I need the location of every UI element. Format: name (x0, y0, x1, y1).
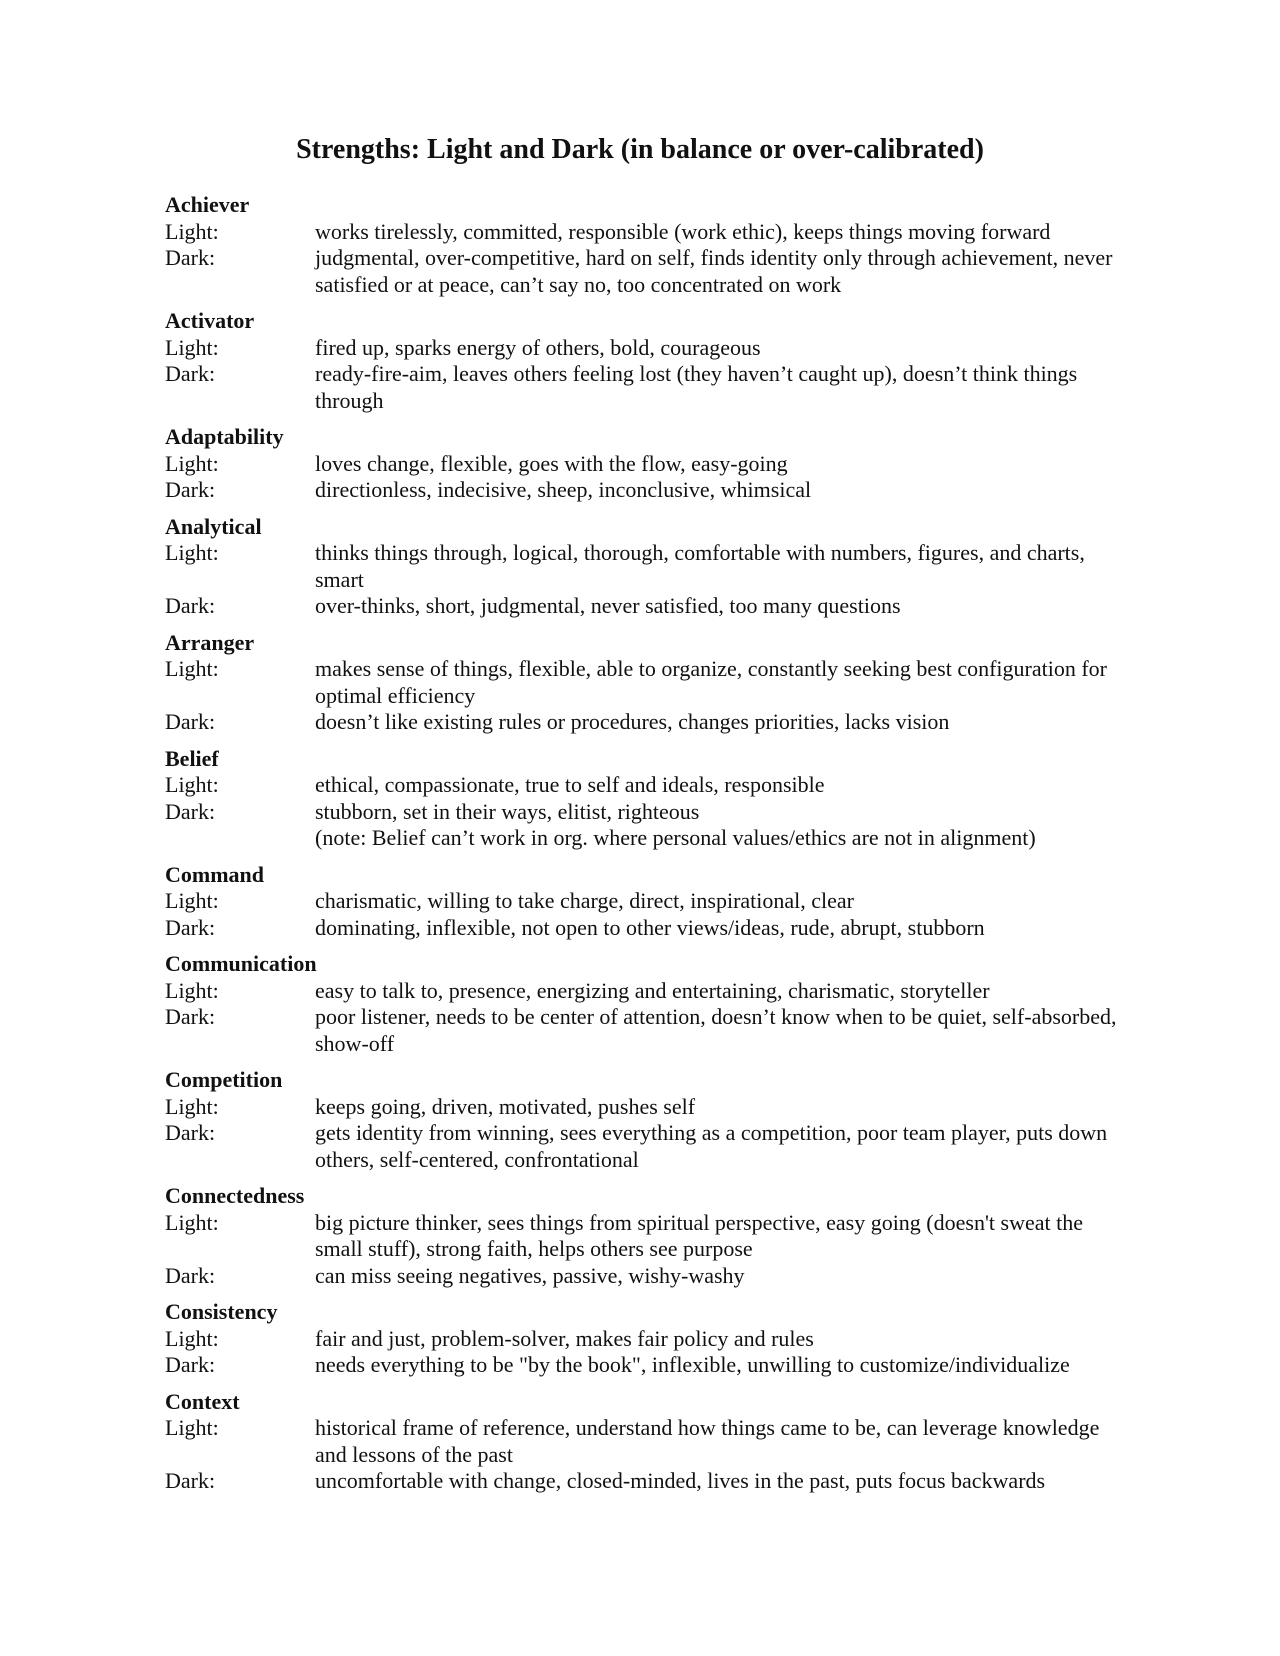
light-label: Light: (165, 977, 219, 1003)
light-label: Light: (165, 1093, 219, 1119)
dark-label: Dark: (165, 361, 216, 386)
section-context (165, 1389, 1125, 1495)
strengths-list (165, 192, 1125, 1505)
section-consistency (165, 1299, 1125, 1379)
section-heading: Activator (165, 308, 255, 333)
dark-row (165, 477, 1125, 504)
light-label: Light: (165, 888, 219, 913)
dark-label: Dark: (165, 1468, 216, 1493)
light-text: loves change, flexible, goes with the flow, easy-going (315, 450, 788, 476)
light-label: Light: (165, 218, 219, 244)
light-label: Light: (165, 334, 219, 360)
light-label: Light: (165, 772, 219, 797)
light-text: charismatic, willing to take charge, direct, inspirational, clear (315, 888, 854, 913)
page-title: Strengths: Light and Dark (in balance or over-calibrated) (296, 134, 984, 165)
light-row (165, 1415, 1125, 1468)
light-label: Light: (165, 1209, 219, 1235)
section-heading: Adaptability (165, 424, 284, 449)
dark-text: needs everything to be "by the book", inflexible, unwilling to customize/individualize (315, 1352, 1070, 1377)
light-row (165, 772, 1125, 799)
dark-row (165, 1263, 1125, 1290)
dark-text: gets identity from winning, sees everything as a competition, poor team player, puts down others, self-centered, confrontational (315, 1120, 1108, 1172)
dark-row (165, 1468, 1125, 1495)
dark-label: Dark: (165, 593, 216, 618)
dark-label: Dark: (165, 477, 216, 502)
dark-text: can miss seeing negatives, passive, wishy-washy (315, 1262, 745, 1288)
section-heading: Analytical (165, 513, 262, 539)
note-text: (note: Belief can’t work in org. where personal values/ethics are not in alignment) (315, 825, 1036, 850)
light-label: Light: (165, 1415, 219, 1440)
light-text: thinks things through, logical, thorough, comfortable with numbers, figures, and charts, smart (315, 540, 1085, 592)
dark-row (165, 361, 1125, 414)
light-row (165, 335, 1125, 362)
dark-label: Dark: (165, 1262, 216, 1288)
dark-text: doesn’t like existing rules or procedures, changes priorities, lacks vision (315, 709, 950, 734)
light-label: Light: (165, 656, 219, 681)
dark-row (165, 1004, 1125, 1057)
section-connectedness (165, 1183, 1125, 1289)
light-text: fired up, sparks energy of others, bold, courageous (315, 334, 761, 360)
light-row (165, 451, 1125, 478)
dark-label: Dark: (165, 709, 216, 734)
light-row (165, 978, 1125, 1005)
light-row (165, 540, 1125, 593)
note-row (165, 825, 1125, 852)
dark-label: Dark: (165, 1120, 216, 1145)
section-heading: Connectedness (165, 1183, 305, 1208)
section-heading: Arranger (165, 629, 255, 655)
dark-row (165, 1352, 1125, 1379)
light-label: Light: (165, 540, 219, 565)
light-text: easy to talk to, presence, energizing and entertaining, charismatic, storyteller (315, 977, 990, 1003)
light-row (165, 888, 1125, 915)
dark-text: uncomfortable with change, closed-minded, lives in the past, puts focus backwards (315, 1468, 1046, 1493)
section-heading: Competition (165, 1067, 283, 1092)
section-achiever (165, 192, 1125, 298)
dark-text: ready-fire-aim, leaves others feeling lost (they haven’t caught up), doesn’t think things through (315, 361, 1078, 413)
dark-label: Dark: (165, 1352, 216, 1377)
dark-text: judgmental, over-competitive, hard on self, finds identity only through achievement, never satisfied or at peace, can’t say no, too concentrated on work (315, 245, 1113, 297)
section-command (165, 862, 1125, 942)
light-row (165, 1326, 1125, 1353)
light-text: works tirelessly, committed, responsible (work ethic), keeps things moving forward (315, 218, 1051, 244)
dark-text: directionless, indecisive, sheep, inconclusive, whimsical (315, 477, 812, 502)
section-adaptability (165, 424, 1125, 504)
section-activator (165, 308, 1125, 414)
dark-text: poor listener, needs to be center of attention, doesn’t know when to be quiet, self-absorbed, show-off (315, 1004, 1117, 1056)
light-row (165, 656, 1125, 709)
section-analytical (165, 514, 1125, 620)
section-communication (165, 951, 1125, 1057)
section-heading: Communication (165, 951, 317, 976)
dark-label: Dark: (165, 245, 216, 270)
light-row (165, 219, 1125, 246)
dark-text: over-thinks, short, judgmental, never satisfied, too many questions (315, 593, 901, 618)
light-row (165, 1094, 1125, 1121)
light-label: Light: (165, 450, 219, 476)
dark-row (165, 245, 1125, 298)
dark-text: dominating, inflexible, not open to other views/ideas, rude, abrupt, stubborn (315, 914, 985, 940)
dark-row (165, 915, 1125, 942)
light-text: big picture thinker, sees things from spiritual perspective, easy going (doesn't sweat the small stuff), strong faith, helps others see purpose (315, 1209, 1084, 1261)
dark-text: stubborn, set in their ways, elitist, righteous (315, 798, 700, 824)
light-text: fair and just, problem-solver, makes fair policy and rules (315, 1325, 814, 1351)
light-text: keeps going, driven, motivated, pushes self (315, 1093, 696, 1119)
section-arranger (165, 630, 1125, 736)
dark-label: Dark: (165, 1004, 216, 1029)
section-heading: Consistency (165, 1299, 278, 1324)
dark-label: Dark: (165, 914, 216, 940)
dark-row (165, 1120, 1125, 1173)
section-competition (165, 1067, 1125, 1173)
section-heading: Belief (165, 745, 219, 771)
dark-row (165, 593, 1125, 620)
section-heading: Context (165, 1388, 240, 1414)
light-label: Light: (165, 1325, 219, 1351)
section-heading: Achiever (165, 192, 250, 217)
light-text: makes sense of things, flexible, able to organize, constantly seeking best configuration for optimal efficiency (315, 656, 1107, 708)
light-text: ethical, compassionate, true to self and ideals, responsible (315, 772, 825, 797)
light-row (165, 1210, 1125, 1263)
dark-label: Dark: (165, 798, 216, 824)
section-belief (165, 746, 1125, 852)
light-text: historical frame of reference, understand how things came to be, can leverage knowledge and lessons of the past (315, 1415, 1100, 1467)
dark-row (165, 709, 1125, 736)
dark-row (165, 799, 1125, 826)
section-heading: Command (165, 861, 265, 887)
